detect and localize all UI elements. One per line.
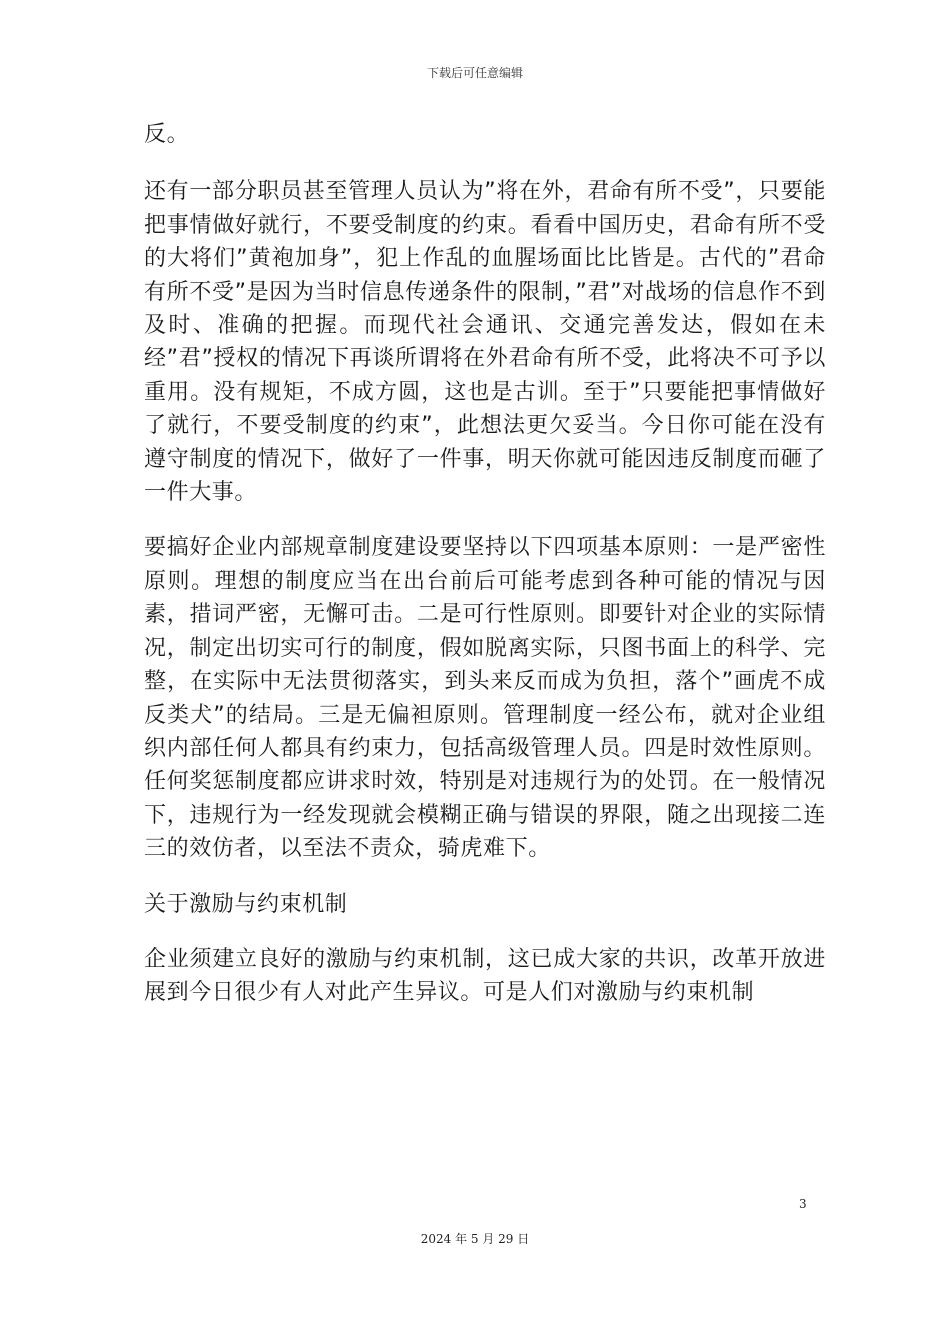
paragraph-continuation: 反。 [144,122,190,147]
paragraph-jiang-zai-wai: 还有一部分职员甚至管理人员认为”将在外，君命有所不受”，只要能把事情做好就行，不要受制度的约束。看看中国历史，君命有所不受的大将们”黄袍加身”，犯上作乱的血腥场面比比皆是。古代的”君命有所不受”是因为当时信息传递条件的限制，”君”对战场的信息作不到及时、准确的把握。而现代社会通讯、交通完善发达，假如在未经”君”授权的情况下再谈所谓将在外君命有所不受，此将决不可予以重用。没有规矩，不成方圆，这也是古训。至于”只要能把事情做好了就行，不要受制度的约束”，此想法更欠妥当。今日你可能在没有遵守制度的情况下，做好了一件事，明天你就可能因违反制度而砸了一件大事。 [144,179,826,506]
page-footer-date: 2024 年 5 月 29 日 [420,1232,530,1246]
document-body [144,118,826,1032]
page-header: 下载后可任意编辑 [426,66,523,80]
section-heading: 关于激励与约束机制 [144,891,348,917]
paragraph-four-principles: 要搞好企业内部规章制度建设要坚持以下四项基本原则：一是严密性原则。理想的制度应当在出台前后可能考虑到各种可能的情况与因素，措词严密，无懈可击。二是可行性原则。即要针对企业的实际情况，制定出切实可行的制度，假如脱离实际，只图书面上的科学、完整，在实际中无法贯彻落实，到头来反而成为负担，落个”画虎不成反类犬”的结局。三是无偏袒原则。管理制度一经公布，就对企业组织内部任何人都具有约束力，包括高级管理人员。四是时效性原则。任何奖惩制度都应讲求时效，特别是对违规行为的处罚。在一般情况下，违规行为一经发现就会模糊正确与错误的界限，随之出现接二连三的效仿者，以至法不责众，骑虎难下。 [144,535,826,862]
paragraph-incentive-mechanism: 企业须建立良好的激励与约束机制，这已成大家的共识，改革开放进展到今日很少有人对此产生异议。可是人们对激励与约束机制 [144,946,826,1006]
page-number: 3 [799,1197,807,1211]
